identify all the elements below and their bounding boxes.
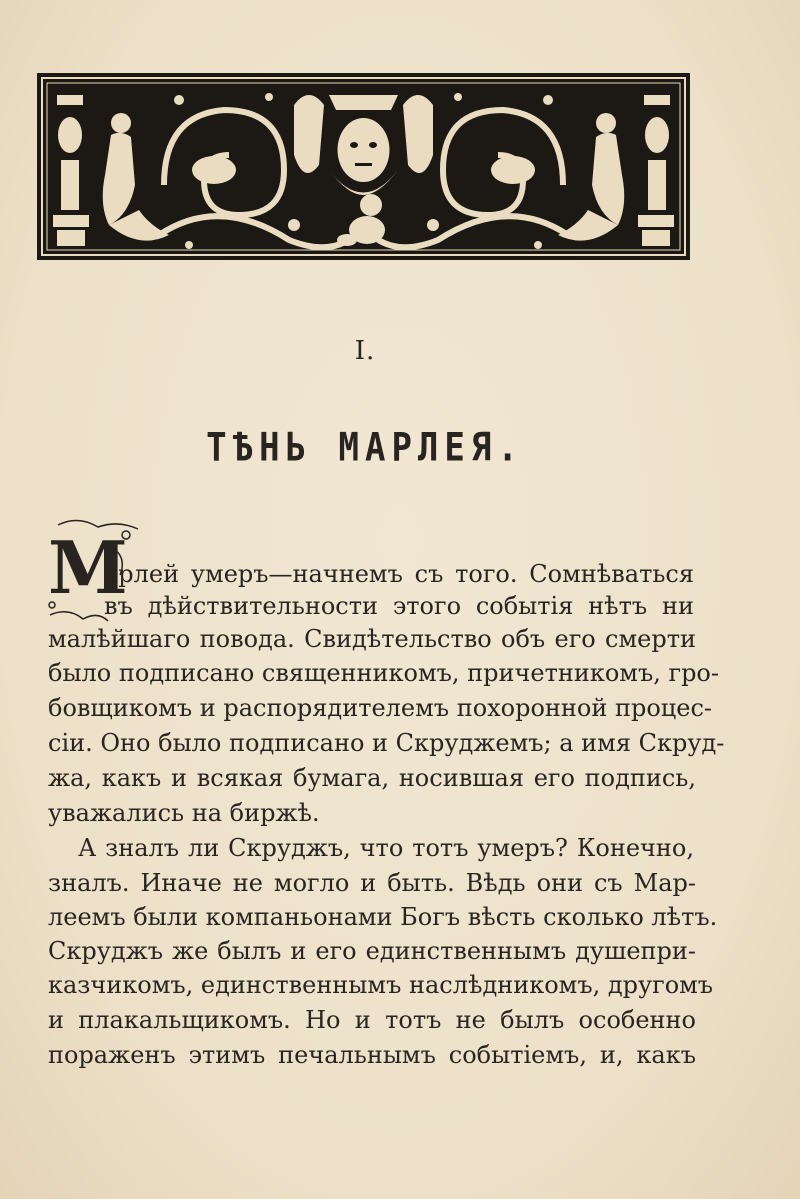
text-line: малѣйшаго повода. Свидѣтельство объ его смерти xyxy=(48,625,696,653)
chapter-number: I. xyxy=(354,336,376,366)
text-line: и плакальщикомъ. Но и тотъ не былъ особенно xyxy=(48,1006,696,1034)
text-line: бовщикомъ и распорядителемъ похоронной процес- xyxy=(48,694,712,722)
ornamental-header-banner xyxy=(37,73,690,260)
text-line: въ дѣйствительности этого событія нѣтъ ни xyxy=(104,592,694,620)
svg-text:М: М xyxy=(48,525,128,610)
text-line: А зналъ ли Скруджъ, что тотъ умеръ? Конечно, xyxy=(78,834,694,862)
text-line: казчикомъ, единственнымъ наслѣдникомъ, другомъ xyxy=(48,971,714,999)
text-line: сіи. Оно было подписано и Скруджемъ; а имя Скруд- xyxy=(48,729,725,757)
text-line: уважались на биржѣ. xyxy=(48,799,320,827)
text-line: было подписано священникомъ, причетникомъ, гро- xyxy=(48,659,719,687)
text-line: пораженъ этимъ печальнымъ событіемъ, и, какъ xyxy=(48,1041,696,1069)
chapter-title: ТѢНЬ МАРЛЕЯ. xyxy=(206,425,524,471)
text-line: леемъ были компаньонами Богъ вѣсть сколько лѣтъ. xyxy=(48,903,718,931)
text-line: жа, какъ и всякая бумага, носившая его подпись, xyxy=(48,764,696,792)
ornament-illustration xyxy=(39,75,688,258)
text-line: арлей умеръ—начнемъ съ того. Сомнѣваться xyxy=(104,560,694,588)
text-line: зналъ. Иначе не могло и быть. Вѣдь они съ Мар- xyxy=(48,869,696,897)
text-line: Скруджъ же былъ и его единственнымъ душепри- xyxy=(48,937,696,965)
